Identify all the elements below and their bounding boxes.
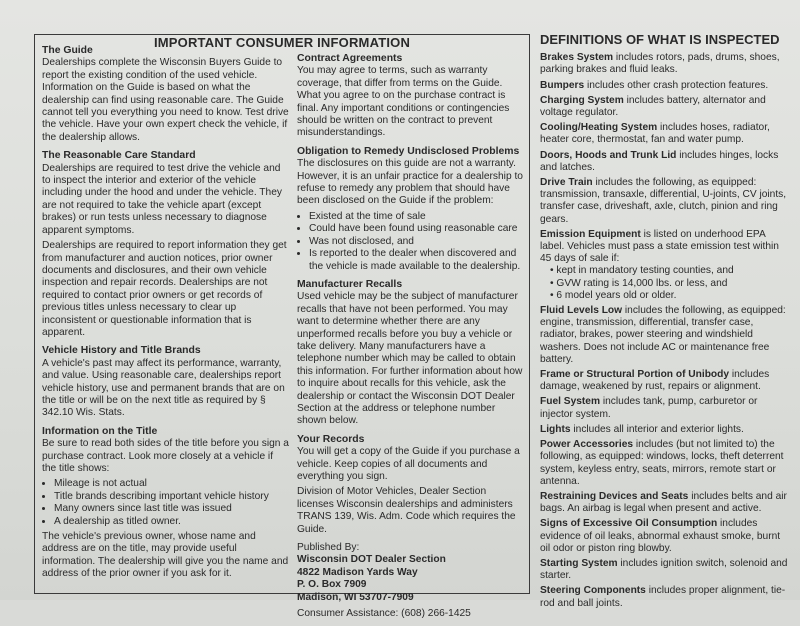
definition-text: includes hoses, radiator, heater core, thermostat, fan and water pump. (540, 122, 770, 146)
definition-term: Lights (540, 423, 571, 435)
definition-term: Frame or Structural Portion of Unibody (540, 369, 730, 381)
published-line: 4822 Madison Yards Way (297, 566, 418, 578)
definitions-title: DEFINITIONS OF WHAT IS INSPECTED (540, 32, 780, 47)
list-item: • Many owners since last title was issued (54, 503, 290, 515)
definition-item (540, 229, 792, 266)
definition-item (540, 369, 792, 393)
definition-item (540, 305, 792, 366)
definition-term: Fluid Levels Low (540, 305, 623, 317)
recalls-section (297, 279, 525, 428)
definition-item (540, 439, 792, 488)
contract-text: You may agree to terms, such as warranty coverage, that differ from terms on the Guide. What you agree to on the purchase contract is final. Any important conditions or contingencies should be written on the contract to prevent misunderstandings. (297, 65, 510, 139)
title-info-list (42, 478, 290, 528)
guide-text: Dealerships complete the Wisconsin Buyers Guide to report the existing condition of the used vehicle. Information on the Guide is based on what the dealership can find using reasonable care. The Guide cannot tell you everything you need to know. Test drive the vehicle. Have your own expert check the vehicle, if the dealership allows. (42, 57, 289, 143)
definition-term: Restraining Devices and Seats (540, 490, 689, 502)
obligation-text: The disclosures on this guide are not a warranty. However, it is an unfair practice for a dealership to refuse to remedy any problem that should have been disclosed on the Guide if the problem: (297, 158, 523, 207)
definition-term: Charging System (540, 94, 624, 106)
definition-text: • 6 model years old or older. (550, 289, 677, 301)
definition-text: includes proper alignment, tie-rod and ball joints. (540, 585, 786, 609)
definition-text: includes (but not limited to) the following, as equipped: windows, locks, theft deterrent system, keyless entry, seats, mirrors, remote start or antenna. (540, 439, 784, 487)
published-line: Wisconsin DOT Dealer Section (297, 554, 446, 566)
reasonable-care-text-2: Dealerships are required to report information they get from manufacturer and auction notices, prior owner documents and disclosures, and their own vehicle inspection and repair records. Dealerships are not required to contact prior owners or get records of previous titles unless necessary to clear up inconsistent or questionable information that is apparent. (42, 240, 287, 338)
definition-item (540, 558, 792, 582)
definition-term: Steering Components (540, 585, 646, 597)
title-info-section (42, 426, 290, 581)
consumer-info-box (34, 34, 530, 620)
definition-term: Cooling/Heating System (540, 122, 658, 134)
list-item: • Was not disclosed, and (309, 236, 525, 248)
definition-item (540, 122, 792, 146)
definition-term: Power Accessories (540, 439, 634, 451)
records-heading: Your Records (297, 433, 365, 445)
contract-section (297, 53, 525, 140)
definition-item (540, 150, 792, 174)
list-item: • Could have been found using reasonable care (309, 223, 525, 235)
definition-text: is listed on underhood EPA label. Vehicles must pass a state emission test within 45 days of sale if: (540, 228, 779, 265)
definition-text: includes evidence of oil leaks, abnormal exhaust smoke, burnt oil odor or piston ring blowby. (540, 518, 781, 554)
definition-item (540, 424, 792, 436)
contract-heading: Contract Agreements (297, 53, 403, 64)
title-info-text-2: The vehicle's previous owner, whose name and address are on the title, may provide useful information. The dealership will give you the name and address of the prior owner if you ask for it. (42, 531, 289, 580)
consumer-info-title: IMPORTANT CONSUMER INFORMATION (153, 35, 411, 50)
list-item: • A dealership as titled owner. (54, 516, 290, 528)
list-item: • Is reported to the dealer when discovered and the vehicle is made available to the dealership. (309, 248, 525, 273)
definition-term: Doors, Hoods and Trunk Lid (540, 149, 677, 161)
obligation-list (297, 211, 525, 273)
guide-section (42, 45, 290, 144)
recalls-text: Used vehicle may be the subject of manufacturer recalls that have not been performed. You may want to determine whether there are any unperformed recalls before you buy a vehicle or take delivery. Many manufacturers have a telephone number which may be called to obtain this information. For further information about how to inquire about recalls for this vehicle, ask the dealership or contact the Wisconsin DOT Dealer Section at the address or telephone number shown below. (297, 291, 523, 427)
title-info-text: Be sure to read both sides of the title before you sign a purchase contract. Look more closely at a vehicle if the title shows: (42, 438, 289, 474)
definition-text: includes damage, weakened by rust, repairs or alignment. (540, 369, 770, 393)
reasonable-care-section (42, 150, 290, 339)
left-column (42, 45, 290, 587)
vehicle-history-heading: Vehicle History and Title Brands (42, 345, 201, 357)
title-info-heading: Information on the Title (42, 425, 158, 437)
records-text: You will get a copy of the Guide if you purchase a vehicle. Keep copies of all documents and everything you sign. (297, 446, 520, 482)
definition-item (540, 52, 792, 76)
published-line: Madison, WI 53707-7909 (297, 591, 414, 603)
list-item: • Mileage is not actual (54, 478, 290, 490)
reasonable-care-text-1: Dealerships are required to test drive the vehicle and to inspect the interior and exterior of the vehicle including under the hood and under the vehicle. They are not required to take the vehicle apart (except brakes) or run tests unless necessary to diagnose apparent symptoms. (42, 162, 282, 236)
definition-text: includes rotors, pads, drums, shoes, parking brakes and fluid leaks. (540, 52, 780, 76)
definition-text: includes other crash protection features. (584, 79, 769, 91)
recalls-heading: Manufacturer Recalls (297, 278, 403, 290)
emission-condition (540, 265, 792, 277)
definition-text: includes battery, alternator and voltage regulator. (540, 94, 766, 119)
list-item: • Title brands describing important vehicle history (54, 491, 290, 503)
definition-text: includes belts and air bags. An airbag is legal when present and active. (540, 490, 787, 515)
records-section (297, 434, 525, 536)
definition-item (540, 518, 792, 555)
definition-term: Drive Train (540, 177, 593, 189)
emission-condition (540, 278, 792, 290)
definition-term: Starting System (540, 557, 618, 569)
definitions-column (540, 34, 792, 613)
guide-heading: The Guide (42, 45, 93, 56)
definition-text: includes tank, pump, carburetor or injector system. (540, 396, 758, 420)
definition-text: includes ignition switch, solenoid and starter. (540, 557, 788, 582)
emission-condition (540, 290, 792, 302)
definitions-list (540, 52, 792, 610)
published-section (297, 542, 525, 620)
list-item: • Existed at the time of sale (309, 211, 525, 223)
obligation-heading: Obligation to Remedy Undisclosed Problems (297, 145, 520, 157)
definition-text: includes hinges, locks and latches. (540, 149, 779, 173)
definition-term: Signs of Excessive Oil Consumption (540, 518, 718, 530)
definition-term: Bumpers (540, 79, 585, 91)
published-line: P. O. Box 7909 (297, 579, 367, 591)
definition-item (540, 95, 792, 119)
definition-term: Brakes System (540, 52, 614, 64)
middle-column (297, 53, 525, 626)
definition-text: includes the following, as equipped: transmission, transaxle, differential, U-joints, CV joints, transfer case, driveshaft, axle, clutch, pinion and ring gears. (540, 177, 787, 225)
definition-text: • GVW rating is 14,000 lbs. or less, and (550, 277, 728, 289)
definition-text: includes the following, as equipped: engine, transmission, differential, transfer case, radiator, brakes, power steering and windshield washers. Does not include AC or maintenance free battery. (540, 305, 786, 365)
vehicle-history-text: A vehicle's past may affect its performance, warranty, and value. Using reasonable care, dealerships report vehicle history, use and permanent brands that are on the title or will be on the next title as required by § 342.10 Wis. Stats. (42, 357, 285, 419)
vehicle-history-section (42, 345, 290, 419)
consumer-assistance: Consumer Assistance: (608) 266-1425 (297, 608, 471, 620)
definition-text: • kept in mandatory testing counties, and (550, 265, 734, 277)
definition-item (540, 491, 792, 515)
definition-item (540, 177, 792, 226)
definition-item (540, 80, 792, 92)
definition-term: Fuel System (540, 396, 601, 408)
definition-item (540, 585, 792, 609)
reasonable-care-heading: The Reasonable Care Standard (42, 150, 196, 162)
records-text-2: Division of Motor Vehicles, Dealer Section licenses Wisconsin dealerships and administers TRANS 139, Wis. Adm. Code which requires the Guide. (297, 486, 516, 535)
published-label: Published By: (297, 542, 360, 554)
definition-term: Emission Equipment (540, 228, 641, 240)
definition-item (540, 396, 792, 420)
definition-text: includes all interior and exterior lights. (570, 423, 744, 435)
obligation-section (297, 146, 525, 273)
